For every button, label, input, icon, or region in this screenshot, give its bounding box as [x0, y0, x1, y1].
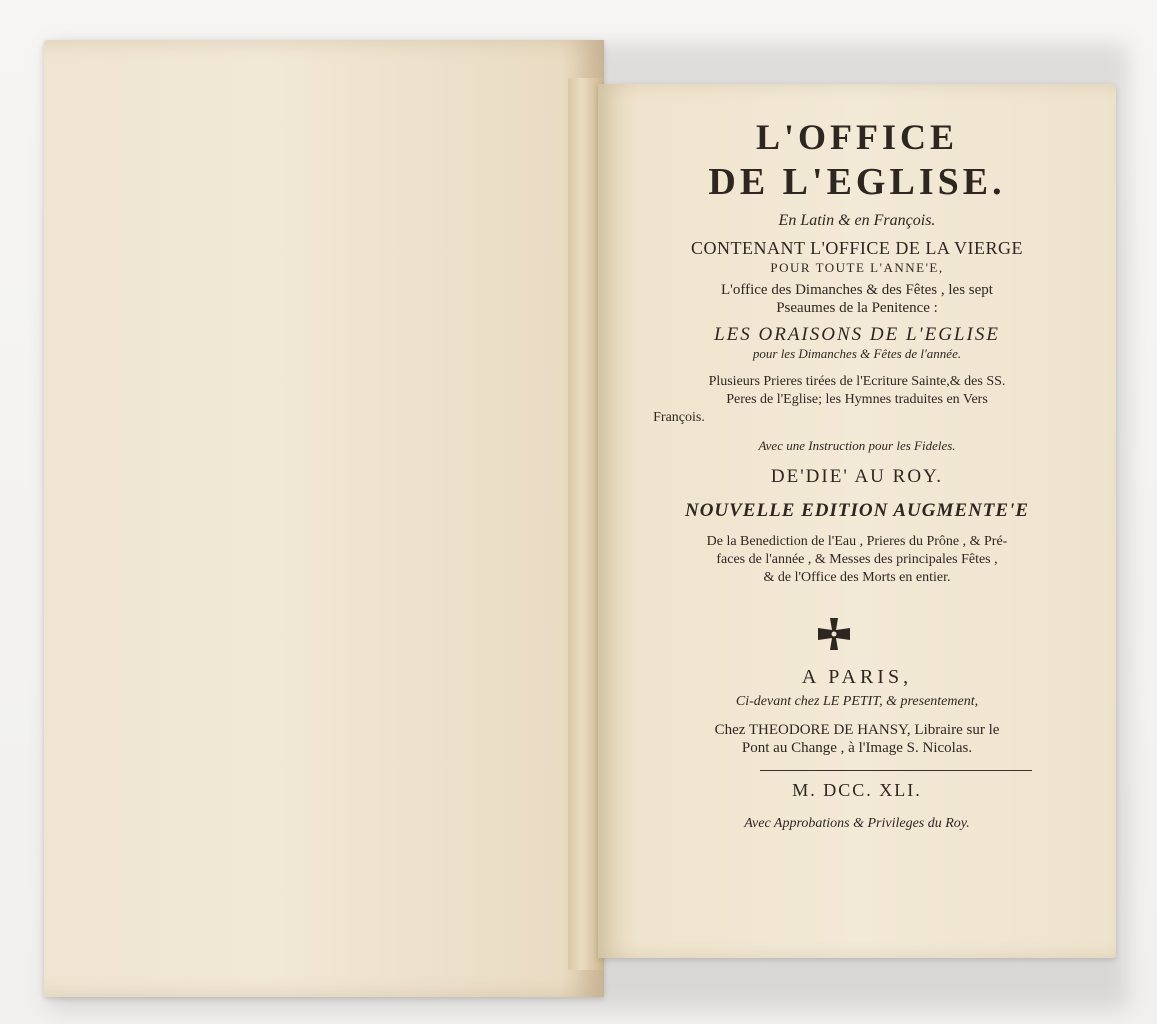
imprint-printer-line: Ci-devant chez LE PETIT, & presentement,: [735, 694, 979, 709]
imprint-publisher-line-1: Chez THEODORE DE HANSY, Libraire sur le: [714, 722, 1000, 738]
title-line-1: L'OFFICE: [755, 117, 958, 157]
instruction-line: Avec une Instruction pour les Fideles.: [758, 438, 956, 453]
dedication-line: DE'DIE' AU ROY.: [770, 466, 944, 487]
imprint-city: A PARIS,: [801, 666, 913, 688]
prieres-line-3: François.: [653, 410, 705, 425]
additions-line-3: & de l'Office des Morts en entier.: [763, 570, 951, 585]
contents-subheading: POUR TOUTE L'ANNE'E,: [770, 260, 944, 275]
office-text-line-2: Pseaumes de la Penitence :: [776, 300, 938, 316]
prieres-line-2: Peres de l'Eglise; les Hymnes traduites en Vers: [726, 392, 988, 407]
subtitle-language: En Latin & en François.: [778, 212, 936, 229]
oraisons-subheading: pour les Dimanches & Fêtes de l'année.: [752, 346, 962, 361]
book-spine-edge: [568, 78, 602, 970]
office-text-line-1: L'office des Dimanches & des Fêtes , les sept: [721, 282, 993, 298]
additions-line-1: De la Benediction de l'Eau , Prieres du Prône , & Pré-: [706, 534, 1008, 549]
title-page: [598, 84, 1116, 958]
imprint-date: M. DCC. XLI.: [792, 780, 922, 800]
cross-ornament-icon: [816, 616, 852, 652]
imprint-rule: [760, 770, 1032, 771]
title-line-2: DE L'EGLISE.: [708, 161, 1006, 203]
edition-heading: NOUVELLE EDITION AUGMENTE'E: [684, 500, 1030, 521]
approbations-line: Avec Approbations & Privileges du Roy.: [744, 816, 970, 831]
prieres-line-1: Plusieurs Prieres tirées de l'Ecriture Sainte,& des SS.: [708, 374, 1006, 389]
contents-heading: CONTENANT L'OFFICE DE LA VIERGE: [690, 238, 1024, 258]
left-blank-page: [44, 40, 604, 997]
additions-line-2: faces de l'année , & Messes des principales Fêtes ,: [716, 552, 998, 567]
imprint-publisher-line-2: Pont au Change , à l'Image S. Nicolas.: [741, 740, 973, 756]
oraisons-heading: LES ORAISONS DE L'EGLISE: [714, 324, 1000, 345]
